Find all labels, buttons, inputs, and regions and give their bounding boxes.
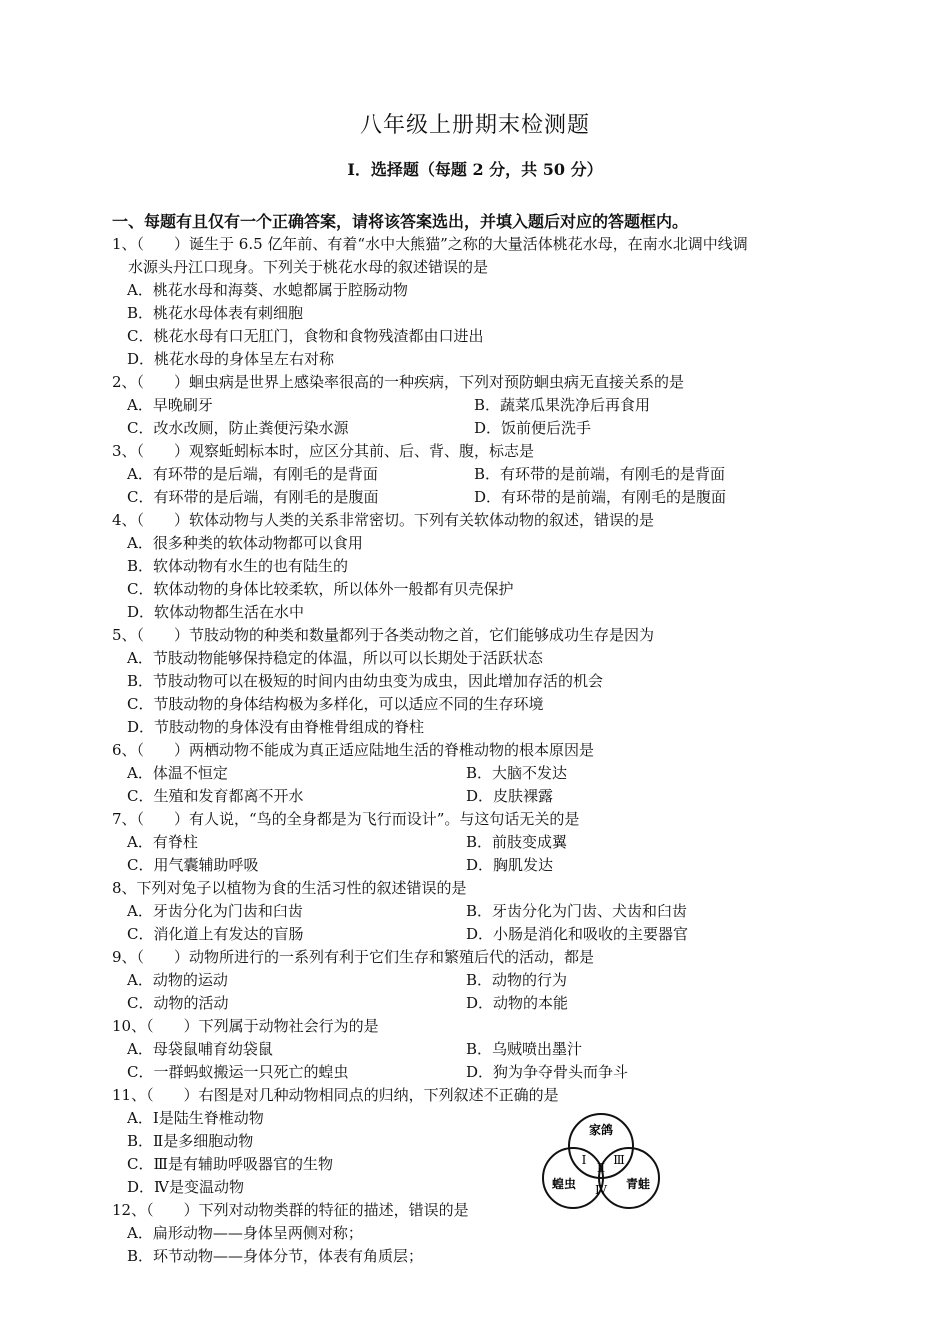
option-d: D．小肠是消化和吸收的主要器官 (466, 925, 689, 943)
question-3: 3、（ ）观察蚯蚓标本时，应区分其前、后、背、腹，标志是 (112, 442, 535, 460)
option-a: A．有脊柱 (127, 833, 198, 851)
option-d: D．节肢动物的身体没有由脊椎骨组成的脊柱 (127, 718, 425, 736)
option-a: A．母袋鼠哺育幼袋鼠 (127, 1040, 273, 1058)
option-a: A．节肢动物能够保持稳定的体温，所以可以长期处于活跃状态 (127, 649, 543, 667)
option-d: D．动物的本能 (466, 994, 569, 1012)
option-d: D．饭前便后洗手 (474, 419, 592, 437)
option-a: A．桃花水母和海葵、水螅都属于腔肠动物 (127, 281, 408, 299)
page-title: 八年级上册期末检测题 (359, 113, 590, 138)
option-d: D．软体动物都生活在水中 (127, 603, 305, 621)
venn-region-1: Ⅰ (581, 1153, 587, 1167)
option-b: B．前肢变成翼 (466, 833, 568, 851)
question-6: 6、（ ）两栖动物不能成为真正适应陆地生活的脊椎动物的根本原因是 (112, 741, 595, 759)
option-b: B．软体动物有水生的也有陆生的 (127, 557, 349, 575)
option-a: A．牙齿分化为门齿和臼齿 (127, 902, 303, 920)
question-1 (112, 233, 850, 279)
option-b: B．节肢动物可以在极短的时间内由幼虫变为成虫，因此增加存活的机会 (127, 672, 604, 690)
venn-region-2: Ⅱ (596, 1161, 606, 1175)
venn-region-4: Ⅳ (595, 1183, 607, 1197)
venn-region-3: Ⅲ (613, 1153, 625, 1167)
option-c: C．消化道上有发达的盲肠 (127, 925, 304, 943)
venn-label-left: 蝗虫 (551, 1177, 577, 1191)
question-4: 4、（ ）软体动物与人类的关系非常密切。下列有关软体动物的叙述，错误的是 (112, 511, 655, 529)
option-b: B．牙齿分化为门齿、犬齿和臼齿 (466, 902, 688, 920)
option-a: A．很多种类的软体动物都可以食用 (127, 534, 363, 552)
option-d: D．皮肤裸露 (466, 787, 554, 805)
question-7: 7、（ ）有人说，“鸟的全身都是为飞行而设计”。与这句话无关的是 (112, 810, 580, 828)
option-a: A．动物的运动 (127, 971, 228, 989)
option-d: D．有环带的是前端，有刚毛的是腹面 (474, 488, 727, 506)
question-11: 11、（ ）右图是对几种动物相同点的归纳，下列叙述不正确的是 (112, 1086, 559, 1104)
option-c: C．桃花水母有口无肛门，食物和食物残渣都由口进出 (127, 327, 484, 345)
question-9: 9、（ ）动物所进行的一系列有利于它们生存和繁殖后代的活动，都是 (112, 948, 595, 966)
option-d: D．胸肌发达 (466, 856, 554, 874)
option-b: B．蔬菜瓜果洗净后再食用 (474, 396, 651, 414)
option-d: D．狗为争夺骨头而争斗 (466, 1063, 629, 1081)
question-10: 10、（ ）下列属于动物社会行为的是 (112, 1017, 379, 1035)
option-c: C．软体动物的身体比较柔软，所以体外一般都有贝壳保护 (127, 580, 514, 598)
option-c: C．改水改厕，防止粪便污染水源 (127, 419, 349, 437)
option-c: C．一群蚂蚁搬运一只死亡的蝗虫 (127, 1063, 349, 1081)
question-5: 5、（ ）节肢动物的种类和数量都列于各类动物之首，它们能够成功生存是因为 (112, 626, 655, 644)
question-2: 2、（ ）蛔虫病是世界上感染率很高的一种疾病，下列对预防蛔虫病无直接关系的是 (112, 373, 685, 391)
question-12: 12、（ ）下列对动物类群的特征的描述，错误的是 (112, 1201, 469, 1219)
option-d: D．桃花水母的身体呈左右对称 (127, 350, 335, 368)
option-b: B．桃花水母体表有刺细胞 (127, 304, 304, 322)
option-b: B．Ⅱ是多细胞动物 (127, 1132, 254, 1150)
option-a: A．有环带的是后端，有刚毛的是背面 (127, 465, 378, 483)
option-a: A．体温不恒定 (127, 764, 228, 782)
instruction: 一、每题有且仅有一个正确答案，请将该答案选出，并填入题后对应的答题框内。 (112, 212, 689, 231)
option-b: B．大脑不发达 (466, 764, 568, 782)
option-b: B．有环带的是前端，有刚毛的是背面 (474, 465, 726, 483)
option-c: C．生殖和发育都离不开水 (127, 787, 304, 805)
section-title: Ⅰ．选择题（每题 2 分，共 50 分） (347, 160, 603, 179)
venn-label-top: 家鸽 (588, 1123, 614, 1137)
option-c: C．有环带的是后端，有刚毛的是腹面 (127, 488, 379, 506)
option-c: C．节肢动物的身体结构极为多样化，可以适应不同的生存环境 (127, 695, 544, 713)
option-b: B．动物的行为 (466, 971, 568, 989)
option-d: D．Ⅳ是变温动物 (127, 1178, 245, 1196)
venn-label-right: 青蛙 (625, 1177, 651, 1191)
question-8: 8、下列对兔子以植物为食的生活习性的叙述错误的是 (112, 879, 467, 897)
option-a: A．扁形动物——身体呈两侧对称； (127, 1224, 363, 1242)
option-c: C．动物的活动 (127, 994, 229, 1012)
question-stem-line: 1、（ ）诞生于 6.5 亿年前、有着“水中大熊猫”之称的大量活体桃花水母，在南水北调中线调 (112, 235, 748, 253)
option-b: B．环节动物——身体分节，体表有角质层； (127, 1247, 424, 1265)
question-stem-line: 水源头丹江口现身。下列关于桃花水母的叙述错误的是 (128, 258, 489, 276)
option-a: A．Ⅰ是陆生脊椎动物 (127, 1109, 264, 1127)
option-b: B．乌贼喷出墨汁 (466, 1040, 583, 1058)
option-c: C．用气囊辅助呼吸 (127, 856, 259, 874)
venn-diagram (540, 1112, 662, 1212)
option-a: A．早晚刷牙 (127, 396, 213, 414)
option-c: C．Ⅲ是有辅助呼吸器官的生物 (127, 1155, 333, 1173)
